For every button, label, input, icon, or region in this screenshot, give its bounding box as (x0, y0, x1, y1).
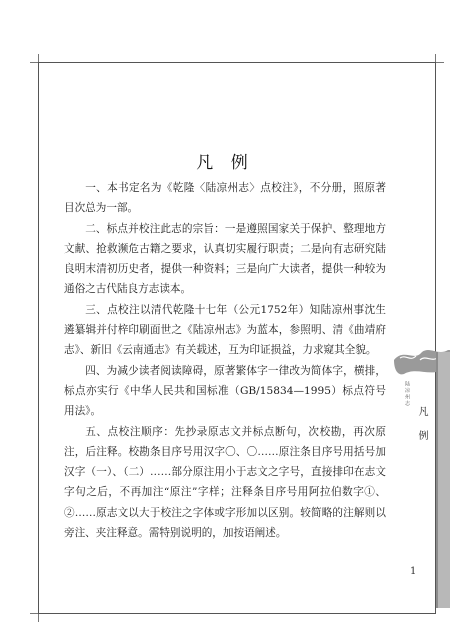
crop-mark-top-right-v (435, 54, 436, 62)
paragraph-4: 四、为减少读者阅读障碍，原著繁体字一律改为简体字，横排，标点亦实行《中华人民共和国标准（GB/15834—1995）标点符号用法》。 (64, 364, 386, 418)
side-tab-graphic (390, 344, 450, 608)
page-number: 1 (410, 566, 417, 577)
side-tab-decoration (390, 344, 450, 608)
crop-mark-bottom-left-h (30, 613, 38, 614)
crop-mark-top-right-h (436, 62, 444, 63)
side-tab-small-text: 陆 凉 州 志 (404, 381, 410, 406)
paragraph-1: 一、本书定名为《乾隆〈陆凉州志〉点校注》，不分册，照原著目次总为一部。 (64, 182, 386, 215)
crop-mark-top-left-v (38, 54, 39, 62)
paragraph-2: 二、标点并校注此志的宗旨：一是遵照国家关于保护、整理地方文献、抢救濒危古籍之要求，认真切实履行职责；二是向有志研究陆良明末清初历史者，提供一种资料；三是向广大读者，提供一种较为通俗之古代陆良方志读本。 (64, 222, 386, 296)
crop-mark-top-left-h (30, 62, 38, 63)
side-tab-label: 凡例 (416, 406, 427, 454)
page-title: 凡 例 (196, 153, 254, 173)
body-text (64, 178, 386, 543)
crop-mark-bottom-left-v (38, 614, 39, 622)
paragraph-3: 三、点校注以清代乾隆十七年（公元1752年）知陆凉州事沈生遴纂辑并付梓印刷面世之《陆凉州志》为蓝本，参照明、清《曲靖府志》、新旧《云南通志》有关载述，互为印证损益，力求窥其全貌。 (64, 303, 386, 357)
paragraph-5: 五、点校注顺序：先抄录原志文并标点断句，次校勘，再次原注，后注释。校勘条目序号用汉字〇、〇……原注条目序号用括号加汉字（一）、（二）……部分原注用小于志文之字号，直接排印在志文字句之后，不再加注“原注”字样；注释条目序号用阿拉伯数字①、②……原志文以大于校注之字体或字形加以区别。较简略的注解则以旁注、夹注释意。需特别说明的，加按语阐述。 (64, 425, 386, 540)
